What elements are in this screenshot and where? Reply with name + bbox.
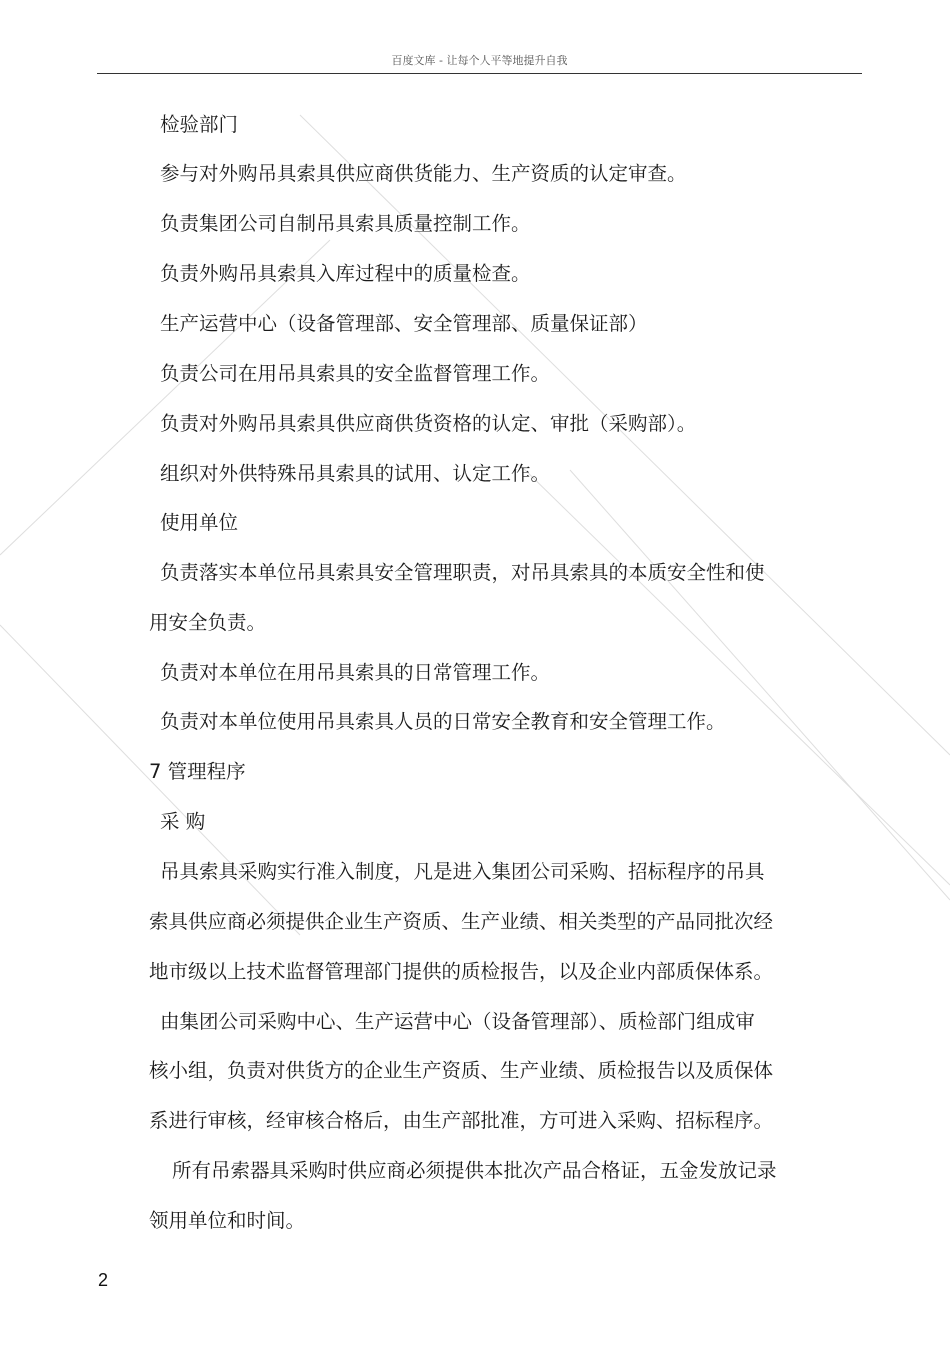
text-line: 负责集团公司自制吊具索具质量控制工作。: [160, 212, 531, 235]
page-number: 2: [98, 1270, 109, 1290]
text-line: 核小组，负责对供货方的企业生产资质、生产业绩、质检报告以及质保体: [149, 1059, 774, 1082]
subsection-heading: 采 购: [160, 810, 206, 833]
text-line: 领用单位和时间。: [149, 1209, 306, 1232]
text-line: 系进行审核，经审核合格后，由生产部批准，方可进入采购、招标程序。: [149, 1109, 774, 1132]
text-line: 用安全负责。: [149, 611, 267, 634]
text-line: 由集团公司采购中心、生产运营中心（设备管理部）、质检部门组成审: [160, 1010, 755, 1033]
header-divider: [97, 73, 862, 74]
text-line: 地市级以上技术监督管理部门提供的质检报告，以及企业内部质保体系。: [149, 960, 774, 983]
text-line: 负责对外购吊具索具供应商供货资格的认定、审批（采购部）。: [160, 412, 697, 435]
text-line: 组织对外供特殊吊具索具的试用、认定工作。: [160, 462, 551, 485]
text-line: 负责对本单位在用吊具索具的日常管理工作。: [160, 661, 551, 684]
text-line: 索具供应商必须提供企业生产资质、生产业绩、相关类型的产品同批次经: [149, 910, 774, 933]
text-line: 所有吊索器具采购时供应商必须提供本批次产品合格证，五金发放记录: [172, 1159, 777, 1182]
page-header: 百度文库 - 让每个人平等地提升自我: [391, 54, 568, 67]
text-line: 使用单位: [160, 511, 239, 534]
text-line: 参与对外购吊具索具供应商供货能力、生产资质的认定审查。: [160, 162, 687, 185]
text-line: 检验部门: [160, 113, 239, 136]
text-line: 生产运营中心（设备管理部、安全管理部、质量保证部）: [160, 312, 648, 335]
text-line: 吊具索具采购实行准入制度，凡是进入集团公司采购、招标程序的吊具: [160, 860, 765, 883]
text-line: 负责对本单位使用吊具索具人员的日常安全教育和安全管理工作。: [160, 710, 726, 733]
text-line: 负责落实本单位吊具索具安全管理职责，对吊具索具的本质安全性和使: [160, 561, 765, 584]
text-line: 负责外购吊具索具入库过程中的质量检查。: [160, 262, 531, 285]
text-line: 负责公司在用吊具索具的安全监督管理工作。: [160, 362, 551, 385]
section-heading: 7 管理程序: [149, 760, 246, 783]
